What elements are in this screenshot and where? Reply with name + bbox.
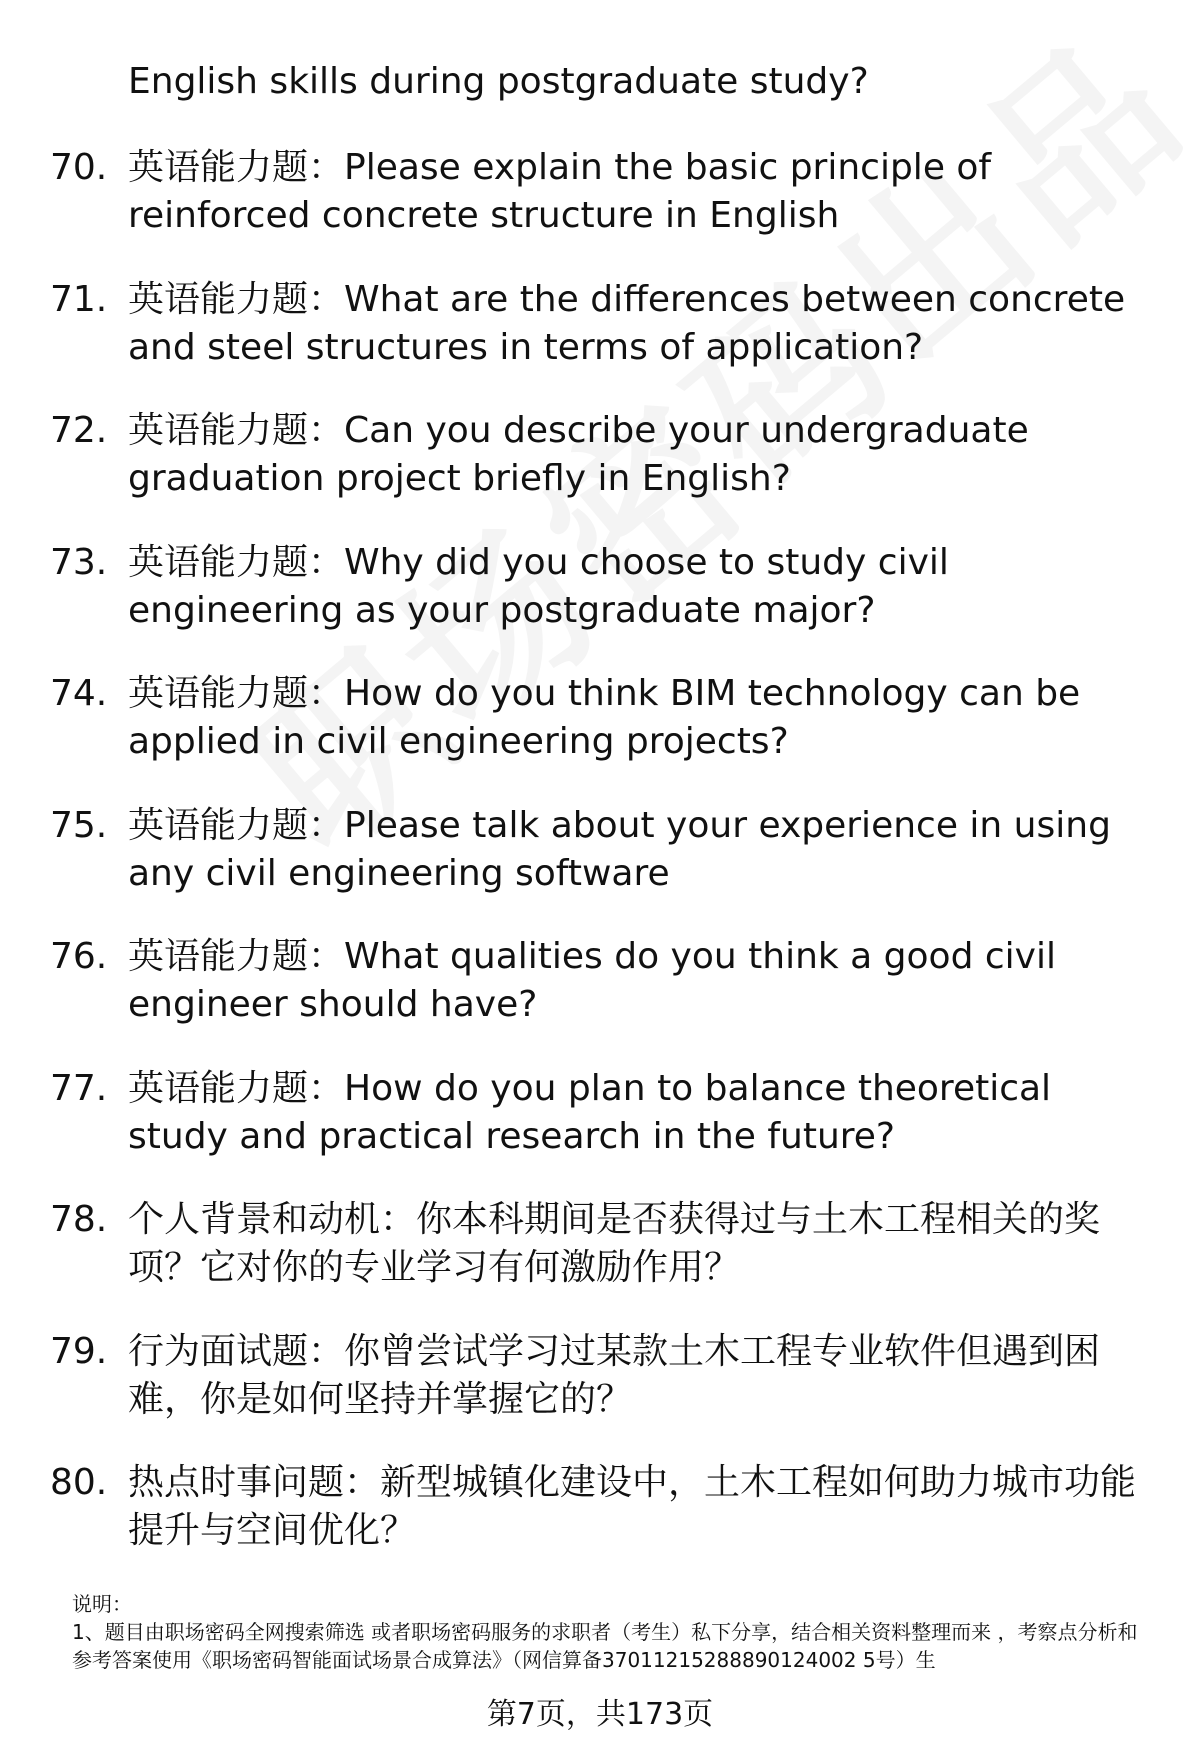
question-text: 英语能力题：Why did you choose to study civil engineering as your postgraduate major? bbox=[128, 542, 949, 631]
question-number: 74. bbox=[50, 673, 108, 714]
notes-section bbox=[72, 1590, 1152, 1674]
question-number: 79. bbox=[50, 1331, 108, 1372]
question-text: 英语能力题：What are the differences between concrete and steel structures in terms of application? bbox=[128, 279, 1126, 368]
question-text: 行为面试题：你曾尝试学习过某款土木工程专业软件但遇到困难，你是如何坚持并掌握它的？ bbox=[128, 1331, 1101, 1420]
question-number: 75. bbox=[50, 805, 108, 846]
question-text: 热点时事问题：新型城镇化建设中，土木工程如何助力城市功能提升与空间优化？ bbox=[128, 1462, 1137, 1551]
question-number: 73. bbox=[50, 542, 108, 583]
question-number: 80. bbox=[50, 1462, 108, 1503]
question-number: 70. bbox=[50, 147, 108, 188]
notes-heading: 说明： bbox=[72, 1592, 132, 1616]
question-text: 英语能力题：Please explain the basic principle of reinforced concrete structure in English bbox=[128, 147, 992, 236]
question-text: 英语能力题：How do you plan to balance theoretical study and practical research in the future? bbox=[128, 1068, 1052, 1157]
question-text: 英语能力题：What qualities do you think a good civil engineer should have? bbox=[128, 936, 1056, 1025]
question-text: 英语能力题：How do you think BIM technology can be applied in civil engineering projects? bbox=[128, 673, 1081, 762]
question-number: 72. bbox=[50, 410, 108, 451]
page-number: 第7页，共173页 bbox=[486, 1697, 714, 1732]
question-number: 77. bbox=[50, 1068, 108, 1109]
continued-question-text: English skills during postgraduate study? bbox=[128, 61, 869, 102]
question-text: 英语能力题：Can you describe your undergraduate graduation project briefly in English? bbox=[128, 410, 1029, 499]
question-text: 个人背景和动机：你本科期间是否获得过与土木工程相关的奖项？它对你的专业学习有何激励作用？ bbox=[128, 1199, 1101, 1288]
question-number: 71. bbox=[50, 279, 108, 320]
question-number: 76. bbox=[50, 936, 108, 977]
notes-line: 1、题目由职场密码全网搜索筛选 或者职场密码服务的求职者（考生）私下分享，结合相关资料整理而来 ，考察点分析和参考答案使用《职场密码智能面试场景合成算法》（网信算备37011215288890124002 5号）生 bbox=[72, 1620, 1138, 1672]
question-number: 78. bbox=[50, 1199, 108, 1240]
question-text: 英语能力题：Please talk about your experience in using any civil engineering software bbox=[128, 805, 1111, 894]
